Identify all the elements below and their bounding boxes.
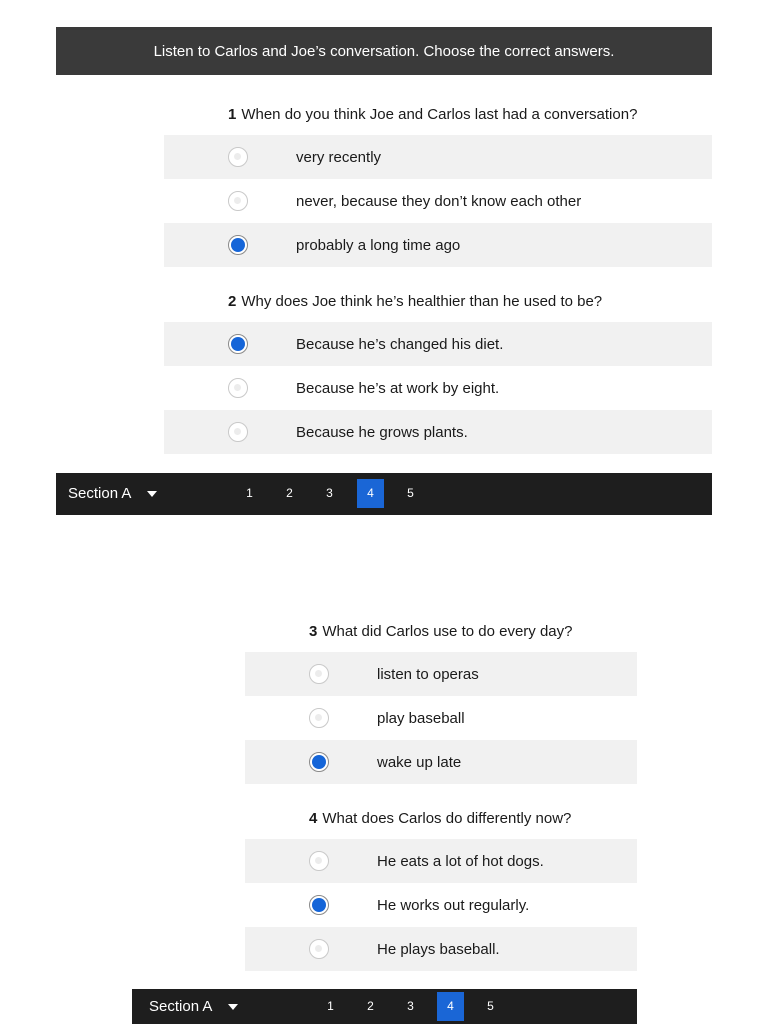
instructions-banner bbox=[56, 27, 712, 75]
radio-button-selected[interactable] bbox=[309, 895, 329, 915]
question-2 bbox=[164, 291, 712, 313]
option-row[interactable] bbox=[164, 366, 712, 410]
option-label: He works out regularly. bbox=[377, 896, 530, 914]
question-number: 3 bbox=[309, 623, 318, 640]
option-label: He plays baseball. bbox=[377, 940, 500, 958]
option-row[interactable] bbox=[245, 927, 637, 971]
caret-down-icon[interactable] bbox=[228, 1004, 238, 1010]
radio-button[interactable] bbox=[309, 708, 329, 728]
option-label: listen to operas bbox=[377, 665, 479, 683]
option-row[interactable] bbox=[245, 740, 637, 784]
page-button-3[interactable]: 3 bbox=[407, 999, 414, 1013]
option-label: Because he’s changed his diet. bbox=[296, 335, 504, 353]
section-nav-bar bbox=[56, 473, 712, 515]
option-label: very recently bbox=[296, 148, 382, 166]
option-row[interactable] bbox=[164, 223, 712, 267]
question-block-bottom bbox=[245, 621, 637, 971]
radio-button[interactable] bbox=[309, 851, 329, 871]
question-text: What does Carlos do differently now? bbox=[322, 810, 572, 827]
page-button-1[interactable]: 1 bbox=[246, 486, 253, 500]
option-row[interactable] bbox=[164, 410, 712, 454]
option-label: probably a long time ago bbox=[296, 236, 461, 254]
question-1 bbox=[164, 104, 712, 126]
page-button-4-active[interactable]: 4 bbox=[437, 992, 464, 1021]
page-button-4-active[interactable]: 4 bbox=[357, 479, 384, 508]
page-button-5[interactable]: 5 bbox=[487, 999, 494, 1013]
option-label: Because he grows plants. bbox=[296, 423, 468, 441]
section-dropdown[interactable]: Section A bbox=[149, 998, 213, 1015]
option-row[interactable] bbox=[245, 696, 637, 740]
radio-button-selected[interactable] bbox=[228, 334, 248, 354]
question-text: Why does Joe think he’s healthier than he used to be? bbox=[241, 293, 603, 310]
page-button-1[interactable]: 1 bbox=[327, 999, 334, 1013]
page-button-5[interactable]: 5 bbox=[407, 486, 414, 500]
option-row[interactable] bbox=[164, 322, 712, 366]
option-row[interactable] bbox=[245, 652, 637, 696]
option-label: play baseball bbox=[377, 709, 465, 727]
radio-button-selected[interactable] bbox=[309, 752, 329, 772]
section-dropdown[interactable]: Section A bbox=[68, 485, 132, 502]
question-number: 2 bbox=[228, 293, 237, 310]
page-button-3[interactable]: 3 bbox=[326, 486, 333, 500]
radio-button[interactable] bbox=[228, 422, 248, 442]
option-row[interactable] bbox=[164, 135, 712, 179]
option-label: Because he’s at work by eight. bbox=[296, 379, 500, 397]
question-block-top bbox=[164, 104, 712, 454]
section-nav-bar-bottom bbox=[132, 989, 637, 1024]
radio-button-selected[interactable] bbox=[228, 235, 248, 255]
page-button-2[interactable]: 2 bbox=[367, 999, 374, 1013]
question-4 bbox=[245, 808, 637, 830]
option-row[interactable] bbox=[245, 883, 637, 927]
radio-button[interactable] bbox=[228, 147, 248, 167]
option-label: never, because they don’t know each other bbox=[296, 192, 582, 210]
radio-button[interactable] bbox=[228, 191, 248, 211]
question-number: 4 bbox=[309, 810, 318, 827]
option-label: He eats a lot of hot dogs. bbox=[377, 852, 544, 870]
page-button-2[interactable]: 2 bbox=[286, 486, 293, 500]
radio-button[interactable] bbox=[228, 378, 248, 398]
option-row[interactable] bbox=[245, 839, 637, 883]
radio-button[interactable] bbox=[309, 939, 329, 959]
question-3 bbox=[245, 621, 637, 643]
radio-button[interactable] bbox=[309, 664, 329, 684]
question-text: What did Carlos use to do every day? bbox=[322, 623, 573, 640]
option-label: wake up late bbox=[377, 753, 462, 771]
option-row[interactable] bbox=[164, 179, 712, 223]
question-text: When do you think Joe and Carlos last had a conversation? bbox=[241, 106, 638, 123]
question-number: 1 bbox=[228, 106, 237, 123]
caret-down-icon[interactable] bbox=[147, 491, 157, 497]
instructions-text: Listen to Carlos and Joe’s conversation. Choose the correct answers. bbox=[153, 42, 615, 60]
